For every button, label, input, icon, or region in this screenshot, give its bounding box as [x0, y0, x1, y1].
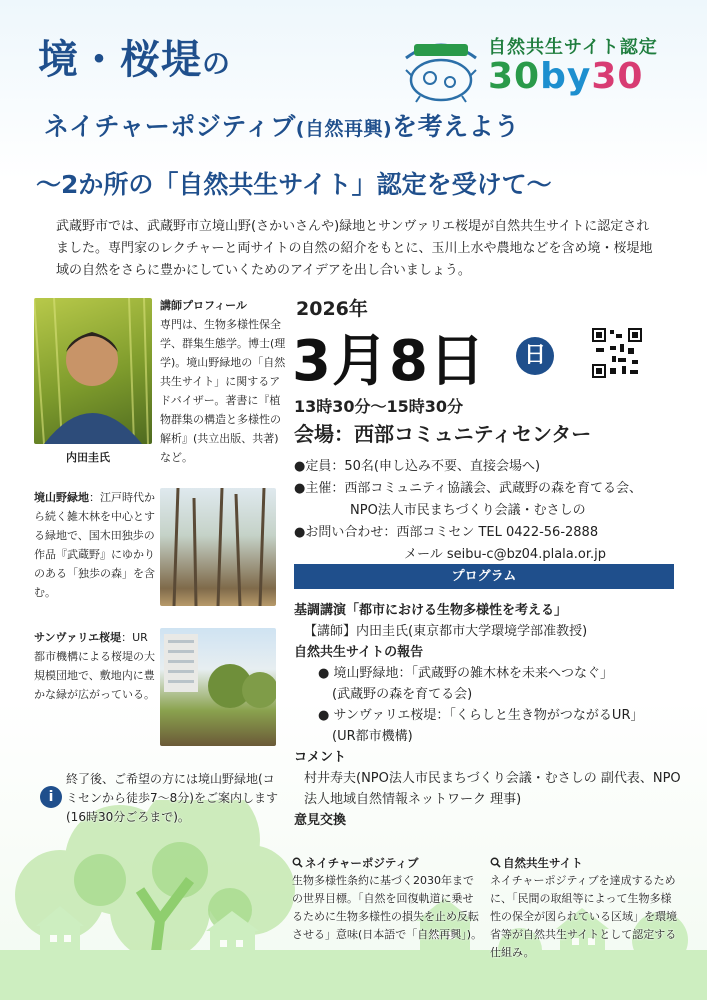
organizer-text: ●主催：西部コミュニティ協議会、武蔵野の森を育てる会、 — [294, 481, 643, 496]
qr-code-icon[interactable] — [592, 328, 642, 378]
sunvalley-photo — [160, 628, 276, 746]
title-subtitle: ネイチャーポジティブ(自然再興)を考えよう — [44, 112, 520, 141]
logo-30by30: 30by30 — [488, 56, 644, 97]
contact-text: ●お問い合わせ：西部コミセン TEL 0422-56-2888 — [294, 525, 599, 540]
glossary-nature-symbiosis-site: 自然共生サイト ネイチャーポジティブを達成するために、「民間の取組等によって生物多様性の保全が図られている区域」を環境省等が自然共生サイトとして認定する仕組み。 — [490, 856, 677, 959]
title-tagline: 〜2か所の「自然共生サイト」認定を受けて〜 — [36, 170, 552, 199]
event-date: 3月8日 — [292, 329, 486, 394]
lead-paragraph: 武蔵野市では、武蔵野市立境山野(さかいさんや)緑地とサンヴァリエ桜堤が自然共生サイトに認定されました。専門家のレクチャーと両サイトの自然の紹介をもとに、玉川上水や農地などを含め境・桜堤地域の自然をさらに豊かにしていくためのアイデアを出し合いましょう。 — [56, 219, 653, 278]
event-info — [294, 456, 674, 566]
profile-text: 専門は、生物多様性保全学、群集生態学。博士(理学)。境山野緑地の「自然共生サイト」に関するアドバイザー。著書に『植物群集の構造と多様性の解析』(共立出版、共著)など。 — [160, 318, 286, 464]
nature-emblem-icon — [400, 36, 482, 106]
event-venue: 会場：西部コミュニティセンター — [294, 422, 592, 446]
report-item-sakaisanya-org: (武蔵野の森を育てる会) — [332, 687, 473, 702]
program-heading: プログラム — [294, 564, 674, 589]
tour-note: 終了後、ご希望の方には境山野緑地(コミセンから徒歩7〜8分)をご案内します(16時30分ごろまで)。 — [66, 772, 278, 824]
title-main: 境・桜堤の — [38, 37, 232, 83]
exchange-heading: 意見交換 — [294, 813, 347, 828]
sakaisanya-forest-photo — [160, 488, 276, 606]
event-year: 2026年 — [296, 298, 368, 320]
speaker-photo — [34, 298, 152, 444]
event-weekday-badge: 日 — [516, 337, 554, 375]
profile-title: 講師プロフィール — [160, 299, 247, 312]
comment-text: 村井寿夫(NPO法人市民まちづくり会議・むさしの 副代表、NPO法人地域自然情報ネットワーク 理事) — [304, 771, 681, 807]
magnifier-icon — [292, 857, 303, 868]
lecturer-text: 【講師】内田圭氏(東京都市大学環境学部准教授) — [304, 624, 588, 639]
event-time: 13時30分〜15時30分 — [294, 397, 464, 416]
glossary-nature-positive: ネイチャーポジティブ 生物多様性条約に基づく2030年までの世界目標。「自然を回復軌道に乗せるために生物多様性の損失を止め反転させる」意味(日本語で「自然再興」)。 — [292, 856, 483, 941]
magnifier-icon — [490, 857, 501, 868]
report-item-sunvalley: ● サンヴァリエ桜堤：「くらしと生き物がつながるUR」 — [318, 708, 644, 723]
certification-label: 自然共生サイト認定 — [488, 37, 658, 58]
report-item-sunvalley-org: (UR都市機構) — [332, 729, 413, 744]
contact-email[interactable]: メール seibu-c@bz04.plala.or.jp — [404, 547, 606, 562]
speaker-name: 内田圭氏 — [66, 451, 110, 464]
report-item-sakaisanya: ● 境山野緑地：「武蔵野の雑木林を未来へつなぐ」 — [318, 666, 613, 681]
capacity-text: ●定員：50名(申し込み不要、直接会場へ) — [294, 459, 541, 474]
comment-heading: コメント — [294, 750, 347, 765]
info-icon: i — [40, 786, 62, 808]
report-heading: 自然共生サイトの報告 — [294, 645, 424, 660]
site-description-sunvalley: サンヴァリエ桜堤：UR都市機構による桜堤の大規模団地で、敷地内に豊かな緑が広がっている。 — [34, 631, 155, 701]
keynote-title: 基調講演「都市における生物多様性を考える」 — [294, 603, 568, 618]
speaker-profile — [160, 296, 286, 467]
site-description-sakaisanya: 境山野緑地：江戸時代から続く雑木林を中心とする緑地で、国木田独歩の作品『武蔵野』にゆかりのある「独歩の森」を含む。 — [34, 491, 155, 599]
program-list — [294, 600, 684, 831]
organizer-text-cont: NPO法人市民まちづくり会議・むさしの — [350, 503, 586, 518]
